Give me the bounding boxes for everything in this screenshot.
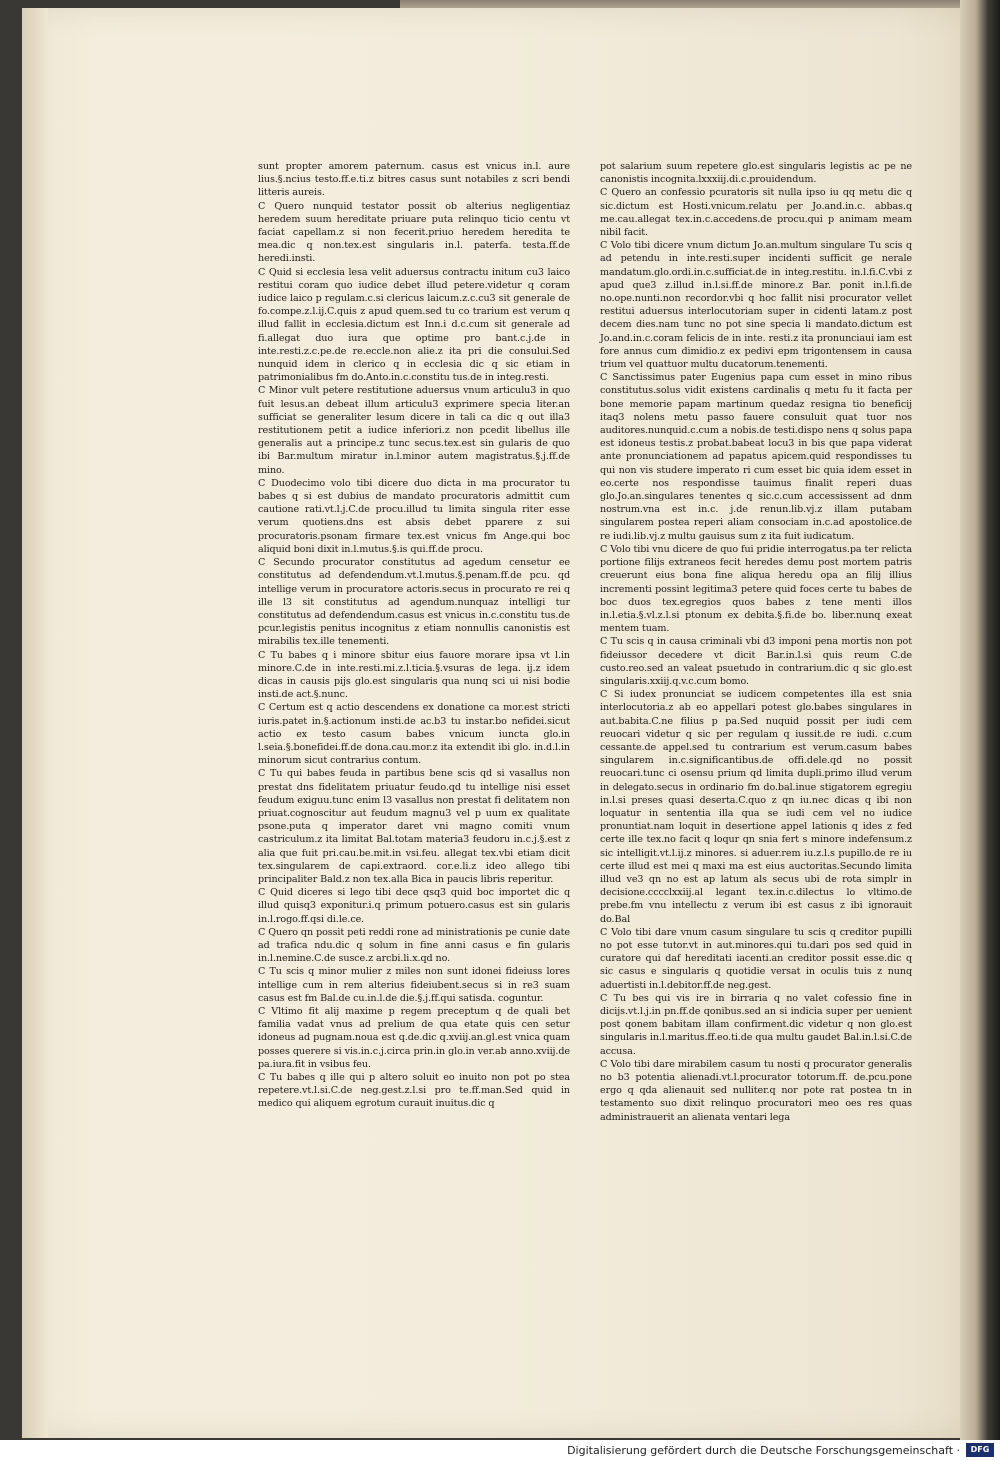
text-column-left (258, 160, 570, 1111)
text-paragraph: C Tu scis q in causa criminali vbi d3 imponi pena mortis non pot fideiussor decedere vt dicit Bar.in.l.si quis reum C.de custo.reo.sed an valeat psuetudo in contrarium.dic q sic glo.est singularis.xxiij.q.v.c.cum bomo. (600, 636, 912, 687)
text-paragraph: C Tu scis q minor mulier z miles non sunt idonei fideiuss lores intellige cum in rem alterius fideiubent.secus si in re3 suam casus est fm Bal.de cu.in.l.de die.§.j.ff.qui satisda. coguntur. (258, 966, 570, 1004)
text-paragraph: C Minor vult petere restitutione aduersus vnum articulu3 in quo fuit lesus.an debeat illum articulu3 exprimere specia liter.an sufficiat se generaliter lesum dicere in tali ca dic q out illa3 restitutionem petit a iudice inferiori.z non pcedit libellus ille generalis aut a principe.z tunc secus.tex.est sin gularis de quo ibi Bar.multum miratur in.l.minor autem magistratus.§.j.ff.de mino. (258, 385, 570, 476)
text-paragraph: C Volo tibi dicere vnum dictum Jo.an.multum singulare Tu scis q ad petendu in inte.resti.super incidenti sufficit ge nerale mandatum.glo.ordi.in.c.sufficiat.de in integ.restitu. in.l.fi.C.vbi z apud que3 z.illud in.l.si.ff.de minore.z Bar. ponit in.l.fi.de no.ope.nunti.non recordor.vbi q hoc fallit nisi procurator vellet restitui aduersus interlocutoriam super in cidenti latam.z post decem dies.nam tunc no pot sine specia li mandato.dictum est Jo.and.in.c.coram felicis de in inte. resti.z ita pronunciaui iam est fore annus cum dimidio.z ex pedivi epm trigontensem in causa trium vel quattuor multu ducatorum.tenementi. (600, 240, 912, 371)
text-paragraph: C Tu bes qui vis ire in birraria q no valet cofessio fine in dicijs.vt.l.j.in pn.ff.de qonibus.sed an si indicia super per uenient post qonem babitam illam confirment.dic videtur q non glo.est singularis in.l.maritus.ff.eo.ti.de qua multu gaudet Bal.in.l.si.C.de accusa. (600, 992, 912, 1057)
text-paragraph: C Tu babes q ille qui p altero soluit eo inuito non pot po stea repetere.vt.l.si.C.de neg.gest.z.l.si pro te.ff.man.Sed quid in medico qui aliquem egrotum curauit inuitus.dic q (258, 1072, 570, 1110)
text-paragraph: C Quero qn possit peti reddi rone ad ministrationis pe cunie date ad trafica ndu.dic q solum in fine anni casus e fin gularis in.l.nemine.C.de susce.z arcbi.li.x.qd no. (258, 926, 570, 965)
text-paragraph: C Tu qui babes feuda in partibus bene scis qd si vasallus non prestat dns fidelitatem priuatur feudo.qd tu intellige nisi esset feudum exiguu.tunc enim l3 vasallus non prestat fi delitatem non priuat.cognoscitur aut feudum magnu3 vel p uum ex qualitate psone.puta q imperator daret vni magno comiti vnum castriculum.z ita limitat Bal.totam materia3 feudoru in.c.j.§.est z alia que fuit pri.cau.be.mit.in vsi.feu. allegat tex.vbi etiam dicit tex.singularem de capi.extraord. cor.e.li.z ideo allego tibi principaliter Bald.z non tex.alla Bica in paucis libris reperitur. (258, 768, 570, 885)
text-paragraph: C Quero nunquid testator possit ob alterius negligentiaz heredem suum hereditate priuare puta relinquo ticio centu vt faciat capellam.z si non fecerit.priuo heredem heredita te mea.dic q non.tex.est singularis in.l. paterfa. testa.ff.de heredi.insti. (258, 200, 570, 265)
digitization-footer (0, 1440, 1000, 1461)
text-paragraph: C Quero an confessio pcuratoris sit nulla ipso iu qq metu dic q sic.dictum est Hosti.vnicum.relatu per Jo.and.in.c. abbas.q me.cau.allegat tex.in.c.accedens.de procu.qui p animam meam nibil facit. (600, 187, 912, 239)
footer-credit: Digitalisierung gefördert durch die Deutsche Forschungsgemeinschaft · (567, 1444, 960, 1457)
page-gutter (22, 8, 48, 1438)
text-paragraph: sunt propter amorem paternum. casus est vnicus in.l. aure lius.§.ncius testo.ff.e.ti.z bitres casus sunt notabiles z scri bendi litteris aureis. (258, 161, 570, 199)
page-stack-edge (960, 0, 1000, 1440)
text-column-right (600, 160, 912, 1124)
text-paragraph: C Secundo procurator constitutus ad agedum censetur ee constitutus ad defendendum.vt.l.mutus.§.penam.ff.de pcu. qd intellige verum in procuratore actoris.secus in procurato re rei q ille l3 sit constitutus ad agendum.nunquaz intelligi tur constitutus ad defendendum.casus est vnicus in.c.constitu tus.de pcur.legistis penitus incognitus z etiam nonnullis canonistis est mirabilis tex.ille tenementi. (258, 557, 570, 648)
dfg-logo-icon: DFG (966, 1443, 994, 1457)
text-paragraph: C Sanctissimus pater Eugenius papa cum esset in mino ribus constitutus.solus vidit existens cardinalis q metu fu it facta per bone memorie papam martinum quedaz resigna tio beneficij itaq3 nolens metu passo fauere consuluit quat tuor nos auditores.nunquid.c.cum a nobis.de testi.dispo nens q solus papa est idoneus testis.z probat.babeat locu3 in bis que papa viderat ante pronunciationem ad papatus apicem.quid respondisses tu qui non vis studere imperato ri cum esset bic quia idem esset in eo.certe nos respondisse tauimus finalit reperi duas glo.Jo.an.singulares tenentes q sic.c.cum accessissent ad dnm nostrum.vna est in.c. j.de renun.lib.vj.z illam putabam singularem postea reperi aliam consociam in.c.ad apostolice.de re iudi.lib.vj.z multu gauisus sum z ita fuit iudicatum. (600, 372, 912, 542)
text-paragraph: C Vltimo fit alij maxime p regem preceptum q de quali bet familia vadat vnus ad prelium de qua etate quis cen setur idoneus ad pugnam.noua est q.de.dic q.xviij.an.gl.est vnica quam posses querere si vis.in.c.j.circa prin.in glo.in ver.ab anno.xviij.de pa.iura.fit in vsibus feu. (258, 1006, 570, 1070)
text-paragraph: C Quid si ecclesia lesa velit aduersus contractu initum cu3 laico restitui coram quo iudice debet illud petere.videtur q coram iudice laico p regulam.c.si clericus laicum.z.c.cu3 sit generale de fo.compe.z.l.ij.C.quis z apud quem.sed tu co trarium est verum q illud fallit in ecclesia.dictum est Inn.i d.c.cum sit generale ad fi.allegat duo iura que optime pro bant.c.j.de in inte.resti.z.c.pe.de re.eccle.non alie.z ita pri die consului.Sed nunquid idem in clerico q in ecclesia dic q sic etiam in patrimonialibus fm do.Anto.in.c.constitu tus.de in integ.resti. (258, 266, 570, 384)
text-paragraph: C Si iudex pronunciat se iudicem competentes illa est snia interlocutoria.z ab eo appellari potest glo.babes singulares in aut.babita.C.ne filius p pa.Sed nuquid possit per iudi cem reuocari videtur q sic per regulam q iussit.de re iudi. c.cum cessante.de appel.sed tu contrarium est verum.casum babes singularem in.c.significantibus.de offi.dele.qd no possit reuocari.tunc ci osensu prium qd limita dupli.primo illud verum in delegato.secus in ordinario fm do.bal.inue stigatorem egregiu in.l.si preses quasi deserta.C.quo z qn iu.nec dicas q ibi non loquatur in sententia illa qua se iudi cem vel no iudice pronuntiat.nam loquit in desertione appel lationis q ides z fed certe ille tex.no facit q loqur qn snia fert s minore indefensum.z sic intelligit.vt.l.ij.z minores. si aduer.rem iu.z.l.s pupillo.de re iu certe illud est mei q maxi ma est eius auctoritas.Secundo limita illud ve3 qn no est ap latum als secus ubi de rota simplr in decisione.cccclxxiij.al legant tex.in.c.dilectus lo vltimo.de prebe.fm vnu intellectu z verum ibi est casus z ibi ignorauit do.Bal (600, 689, 912, 925)
text-paragraph: C Quid diceres si lego tibi dece qsq3 quid boc importet dic q illud quisq3 exponitur.i.q primum potuero.casus est sin gularis in.l.rogo.ff.qsi di.le.ce. (258, 887, 570, 925)
text-paragraph: C Volo tibi vnu dicere de quo fui pridie interrogatus.pa ter relicta portione filijs extraneos fecit heredes demu post mortem patris creuerunt eius bona fine aliqua heredu opa an filij illius incrementi possint legitima3 petere quid foces certe tu babes de boc duos tex.egregios quos babes z tene menti illos in.l.etia.§.vl.z.l.si ptonum ex debita.§.fi.de bo. liber.nunq exeat mentem tuam. (600, 543, 912, 635)
text-paragraph: pot salarium suum repetere glo.est singularis legistis ac pe ne canonistis incognita.lxxxiij.di.c.prouidendum. (600, 161, 912, 186)
text-paragraph: C Certum est q actio descendens ex donatione ca mor.est stricti iuris.patet in.§.actionum insti.de ac.b3 tu instar.bo nefidei.sicut actio ex testo casum babes vnicum iuncta glo.in l.seia.§.bonefidei.ff.de dona.cau.mor.z ita extendit ibi glo. in.d.l.in minorum sicut contrarius contum. (258, 702, 570, 767)
text-paragraph: C Duodecimo volo tibi dicere duo dicta in ma procurator tu babes q si est dubius de mandato procuratoris admittit cum cautione rati.vt.l.j.C.de procu.illud tu limita singula riter esse verum quotiens.dns est absis debet pparere z sui procuratoris.psonam firmare tex.est vnicus fm Ange.qui boc aliquid boni dixit in.l.mutus.§.is qui.ff.de procu. (258, 477, 570, 555)
text-paragraph: C Tu babes q i minore sbitur eius fauore morare ipsa vt l.in minore.C.de in inte.resti.mi.z.l.ticia.§.vsuras de lega. ij.z idem dicas in causis pijs glo.est singularis qua nunq sci ui nisi bodie insti.de act.§.nunc. (258, 649, 570, 701)
text-paragraph: C Volo tibi dare vnum casum singulare tu scis q creditor pupilli no pot esse tutor.vt in aut.minores.qui tu.dari pos sed quid in curatore qui daf hereditati iacenti.an creditor possit esse.dic q sic casus e singularis q quotidie versat in oculis tuis z nunq aduertisti in.l.debitor.ff.de neg.gest. (600, 926, 912, 991)
text-paragraph: C Volo tibi dare mirabilem casum tu nosti q procurator generalis no b3 potentia alienadi.vt.l.procurator totorum.ff. de.pcu.pone ergo q qda alienauit sed nulliter.q nor pote rat postea tn in testamento suo dixit relinquo procuratori meo oes res quas administrauerit an alienata ventari lega (600, 1058, 912, 1123)
